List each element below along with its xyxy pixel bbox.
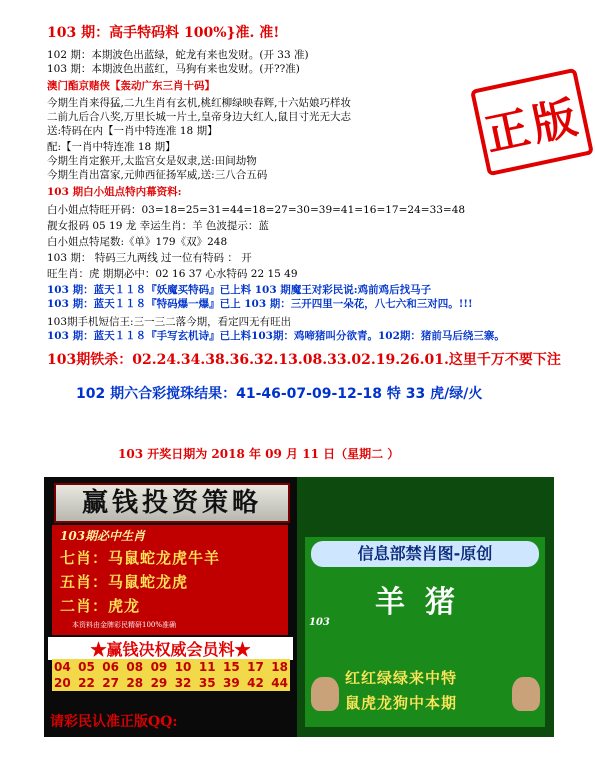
text-line: 送:特码在内【一肖中特连准 18 期】 bbox=[47, 125, 218, 137]
right-poster-zodiac: 羊猪 bbox=[375, 585, 475, 620]
text-line: 澳门酯京赌侠【轰动广东三肖十码】 bbox=[47, 80, 215, 92]
number-cell: 06 bbox=[102, 660, 119, 674]
left-poster-banner: 赢钱投资策略 bbox=[54, 483, 290, 523]
text-line: 配:【一肖中特连准 18 期】 bbox=[47, 141, 176, 153]
text-line: 今期生肖出富家,元帅西征扬军威,送:三八合五码 bbox=[47, 169, 268, 181]
left-poster-row-1: 七肖：马鼠蛇龙虎牛羊 bbox=[60, 549, 221, 567]
header-title: 103 期：高手特码料 100%}准. 准! bbox=[47, 25, 280, 41]
portrait-image bbox=[512, 677, 540, 711]
text-line: 今期生肖来得猛,二九生肖有玄机,桃红柳绿映春辉,十六姑娘巧样妆 bbox=[47, 97, 352, 109]
number-cell: 44 bbox=[271, 676, 288, 690]
number-row-2 bbox=[52, 675, 290, 691]
left-poster-row-3: 二肖：虎龙 bbox=[60, 597, 141, 615]
left-poster-small-text: 本资料由金牌彩民精研100%准确 bbox=[72, 621, 177, 629]
text-line: 103 期白小姐点特内幕资料: bbox=[47, 186, 182, 198]
right-poster-line-2: 鼠虎龙狗中本期 bbox=[345, 694, 458, 712]
number-cell: 39 bbox=[222, 676, 240, 690]
number-cell: 42 bbox=[247, 676, 264, 690]
portrait-image bbox=[311, 677, 339, 711]
right-poster-title: 信息部禁肖图-原创 bbox=[311, 541, 539, 567]
number-cell: 18 bbox=[271, 660, 288, 674]
iron-kill-line: 103期铁杀：02.24.34.38.36.32.13.08.33.02.19.26.01.这里千万不要下注 bbox=[47, 352, 561, 368]
number-cell: 22 bbox=[78, 676, 95, 690]
left-poster-image bbox=[44, 477, 297, 737]
text-line: 103 期：蓝天１１８『手写玄机诗』已上料103期：鸡啼猪叫分欲青。102期：猪前马后绕三寨。 bbox=[47, 330, 505, 342]
result-line: 102 期六合彩搅珠结果：41-46-07-09-12-18 特 33 虎/绿/火 bbox=[76, 386, 483, 402]
number-cell: 15 bbox=[222, 660, 240, 674]
text-line: 旺生肖：虎 期期必中：02 16 37 心水特码 22 15 49 bbox=[47, 268, 298, 280]
left-poster-banner-2: ★赢钱决权威会员料★ bbox=[48, 637, 293, 660]
number-cell: 11 bbox=[198, 660, 216, 674]
text-line: 今期生肖定猴开,太监宫女是奴隶,送:田间劫物 bbox=[47, 155, 257, 167]
number-cell: 32 bbox=[174, 676, 192, 690]
number-cell: 17 bbox=[247, 660, 264, 674]
left-poster-red-box bbox=[52, 525, 288, 635]
text-line: 103期手机短信王:三一三二落今期，看定四无有旺出 bbox=[47, 316, 292, 328]
text-line: 二前九后合八奖,万里长城一片土,皇帝身边大红人,鼠目寸光无大志 bbox=[47, 111, 352, 123]
draw-date: 103 开奖日期为 2018 年 09 月 11 日（星期二 ） bbox=[118, 447, 400, 461]
number-cell: 35 bbox=[198, 676, 216, 690]
left-poster-subtitle: 103期必中生肖 bbox=[60, 529, 146, 543]
number-cell: 04 bbox=[54, 660, 71, 674]
left-poster-number-grid bbox=[52, 659, 290, 691]
number-cell: 08 bbox=[126, 660, 144, 674]
number-cell: 28 bbox=[126, 676, 144, 690]
number-cell: 29 bbox=[150, 676, 168, 690]
zhengban-stamp: 正版 bbox=[470, 68, 594, 177]
number-cell: 20 bbox=[54, 676, 71, 690]
text-line: 103 期：蓝天１１８『妖魔买特码』已上料 103 期魔王对彩民说:鸡前鸡后找马子 bbox=[47, 284, 432, 296]
number-row-1 bbox=[52, 659, 290, 675]
text-line: 102 期：本期波色出蓝绿，蛇龙有来也发财。(开 33 准) bbox=[47, 49, 309, 61]
text-line: 103 期：本期波色出蓝红，马狗有来也发财。(开??准) bbox=[47, 63, 300, 75]
text-line: 103 期：蓝天１１８『特码爆一爆』已上 103 期：三开四里一朵花，八七六和三对四。!!! bbox=[47, 298, 473, 310]
left-poster-footer: 请彩民认准正版QQ: bbox=[50, 714, 178, 730]
right-poster-line-1: 红红绿绿来中特 bbox=[345, 669, 458, 687]
right-poster-image bbox=[297, 477, 554, 737]
text-line: 靓女报码 05 19 龙 幸运生肖：羊 色波提示：蓝 bbox=[47, 220, 269, 232]
text-line: 103 期： 特码三九两线 过一位有特码 ： 开 bbox=[47, 252, 252, 264]
right-poster-issue: 103 bbox=[309, 617, 330, 628]
number-cell: 27 bbox=[102, 676, 119, 690]
right-poster-panel bbox=[305, 537, 545, 727]
left-poster-row-2: 五肖：马鼠蛇龙虎 bbox=[60, 573, 189, 591]
number-cell: 09 bbox=[150, 660, 168, 674]
text-line: 白小姐点特旺开码：03=18=25=31=44=18=27=30=39=41=16=17=24=33=48 bbox=[47, 204, 466, 216]
number-cell: 10 bbox=[174, 660, 192, 674]
number-cell: 05 bbox=[78, 660, 95, 674]
text-line: 白小姐点特尾数:《单》179《双》248 bbox=[47, 236, 228, 248]
